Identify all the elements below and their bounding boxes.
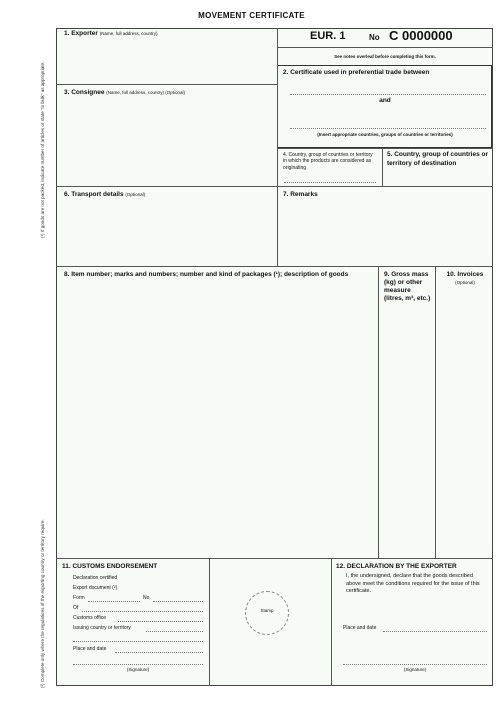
box2-and: and: [379, 97, 391, 104]
export-document: Export document (²): [73, 585, 118, 591]
side-note-packing: (¹) If goods are not packed, indicate number of articles or state "in bulk" as appropriate.: [40, 61, 45, 238]
box5-label: 5. Country, group of countries or territory of destination: [387, 151, 488, 167]
page-title: MOVEMENT CERTIFICATE: [198, 11, 305, 20]
declaration-text: I, the undersigned, declare that the goods described above meet the conditions required for the issue of this certificate.: [346, 573, 480, 594]
no-field-label: No.: [143, 595, 151, 601]
issuing-country-label: Issuing country or territory: [73, 625, 131, 631]
box4-text: 4. Country, group of countries or territory in which the products are considered as originating: [283, 152, 373, 171]
stamp-label: Stamp: [260, 608, 274, 613]
customs-signature-label: (Signature): [126, 667, 150, 672]
serial-number: C 0000000: [389, 28, 453, 43]
eur-code: EUR. 1: [310, 30, 346, 42]
box2-hint: (Insert appropriate countries, groups of countries or territories): [317, 132, 453, 137]
box10-label: 10. Invoices: [446, 271, 484, 278]
customs-place-date-label: Place and date: [73, 646, 107, 652]
declaration-certified: Declaration certified: [73, 575, 118, 581]
transport-label: 6. Transport details (Optional): [64, 191, 146, 198]
exporter-place-date-label: Place and date: [343, 625, 377, 631]
no-label: No: [369, 33, 380, 42]
remarks-label: 7. Remarks: [283, 191, 318, 198]
box10-hint: (Optional): [455, 280, 475, 285]
notes-overleaf: See notes overleaf before completing this form.: [334, 54, 436, 59]
customs-office-label: Customs office: [73, 615, 106, 621]
of-label: Of: [73, 605, 79, 611]
form-label: Form: [73, 595, 85, 601]
box2-label: 2. Certificate used in preferential trade between: [283, 69, 430, 76]
box9-label: 9. Gross mass (kg) or other measure (litres, m³, etc.): [384, 271, 431, 302]
consignee-label: 3. Consignee (Name, full address, country) (Optional): [64, 89, 186, 96]
exporter-label: 1. Exporter (Name, full address, country): [64, 30, 158, 37]
box8-label: 8. Item number; marks and numbers; number and kind of packages (¹); description of goods: [64, 271, 349, 278]
side-note-exporting: (²) Complete only where the regulations of the exporting country or territory require.: [40, 519, 45, 688]
exporter-signature-label: (Signature): [403, 667, 427, 672]
declaration-exporter-label: 12. DECLARATION BY THE EXPORTER: [336, 563, 457, 570]
customs-endorsement-label: 11. CUSTOMS ENDORSEMENT: [62, 563, 158, 570]
